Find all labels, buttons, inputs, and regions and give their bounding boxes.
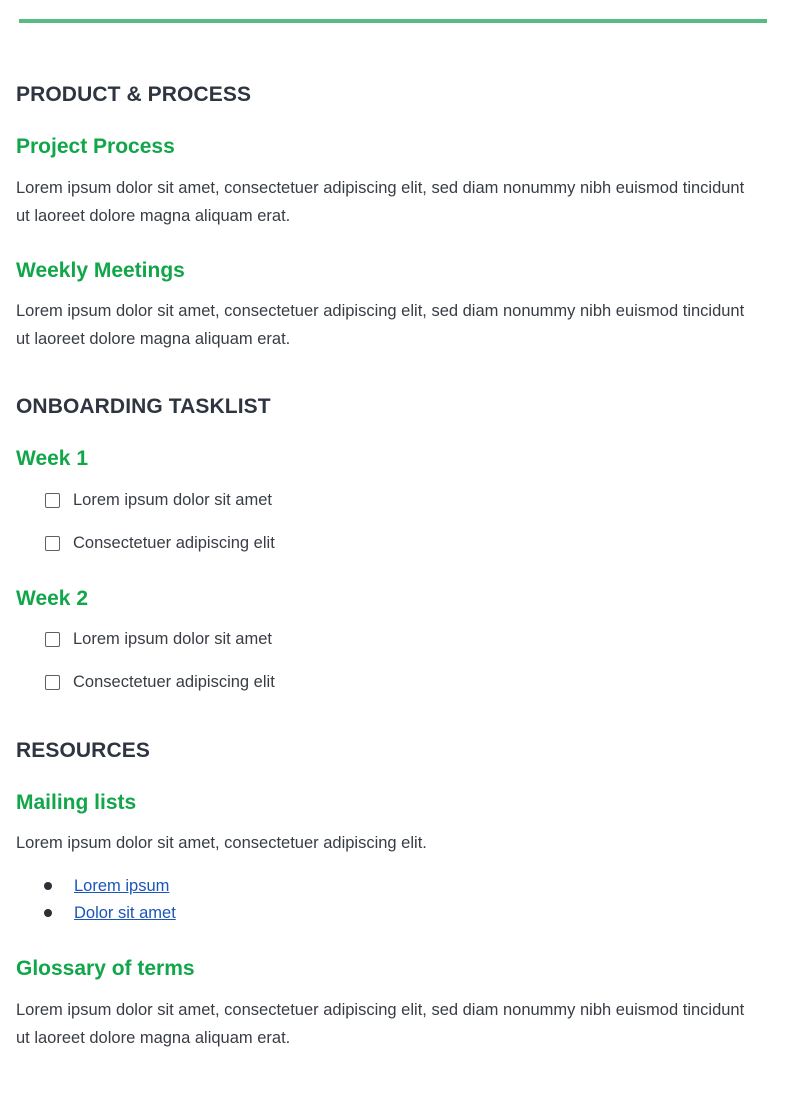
task-checkbox[interactable] — [45, 536, 60, 551]
paragraph-weekly-meetings: Lorem ipsum dolor sit amet, consectetuer adipiscing elit, sed diam nonummy nibh euismod tincidunt ut laoreet dolore magna aliquam erat. — [16, 302, 745, 348]
subheading-week-2: Week 2 — [16, 587, 88, 610]
subheading-project-process: Project Process — [16, 135, 175, 158]
top-divider — [19, 19, 767, 23]
mailing-link[interactable]: Dolor sit amet — [74, 903, 176, 922]
subheading-mailing-lists: Mailing lists — [16, 791, 137, 814]
task-checkbox[interactable] — [45, 632, 60, 647]
paragraph-glossary: Lorem ipsum dolor sit amet, consectetuer adipiscing elit, sed diam nonummy nibh euismod tincidunt ut laoreet dolore magna aliquam erat. — [16, 1001, 745, 1047]
paragraph-mailing-lists: Lorem ipsum dolor sit amet, consectetuer adipiscing elit. — [16, 834, 427, 852]
subheading-weekly-meetings: Weekly Meetings — [16, 259, 185, 282]
paragraph-project-process: Lorem ipsum dolor sit amet, consectetuer adipiscing elit, sed diam nonummy nibh euismod tincidunt ut laoreet dolore magna aliquam erat. — [16, 179, 745, 225]
subheading-glossary: Glossary of terms — [16, 957, 195, 980]
task-label: Lorem ipsum dolor sit amet — [73, 490, 272, 509]
task-checkbox[interactable] — [45, 675, 60, 690]
mailing-link[interactable]: Lorem ipsum — [74, 876, 170, 895]
bullet-icon — [44, 909, 52, 917]
section-heading-onboarding-tasklist: ONBOARDING TASKLIST — [16, 395, 271, 418]
section-heading-product-process: PRODUCT & PROCESS — [16, 83, 252, 106]
task-label: Consectetuer adipiscing elit — [73, 672, 275, 691]
task-checkbox[interactable] — [45, 493, 60, 508]
task-label: Consectetuer adipiscing elit — [73, 533, 275, 552]
task-label: Lorem ipsum dolor sit amet — [73, 629, 272, 648]
bullet-icon — [44, 882, 52, 890]
task-item — [45, 532, 275, 554]
subheading-week-1: Week 1 — [16, 447, 88, 470]
list-item — [44, 875, 169, 897]
task-item — [45, 489, 272, 511]
task-item — [45, 628, 272, 650]
task-item — [45, 671, 275, 693]
list-item — [44, 902, 176, 924]
section-heading-resources: RESOURCES — [16, 739, 150, 762]
